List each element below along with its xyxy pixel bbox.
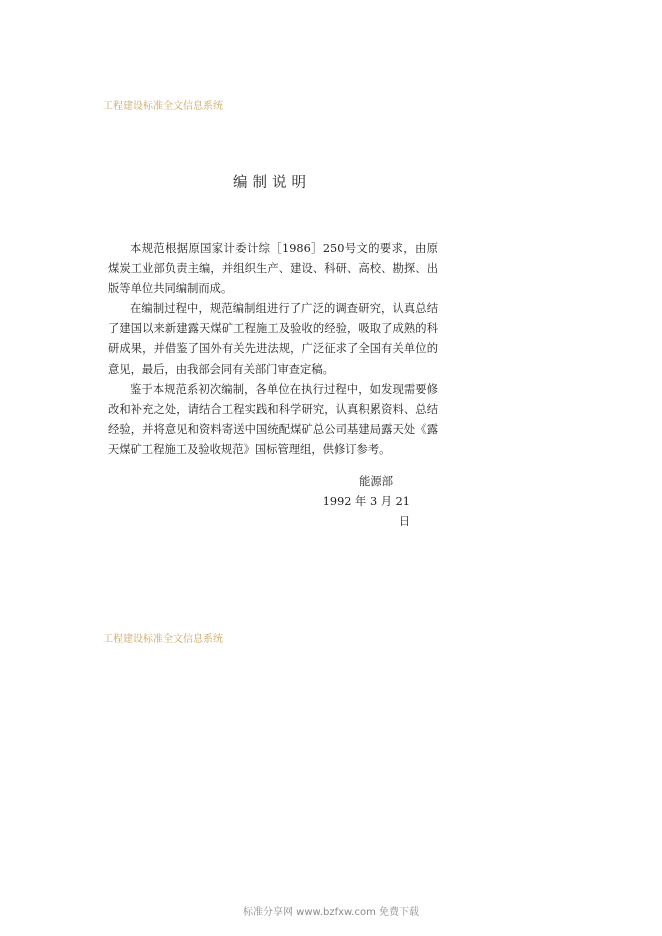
signature-date: 1992 年 3 月 21 日 <box>322 495 410 528</box>
signature-organization: 能源部 <box>359 475 393 488</box>
watermark-middle: 工程建设标准全文信息系统 <box>103 634 223 645</box>
signature-block <box>310 472 420 532</box>
paragraph-2: 在编制过程中，规范编制组进行了广泛的调查研究，认真总结了建国以来新建露天煤矿工程施工及验收的经验，吸取了成熟的科研成果，并借鉴了国外有关先进法规，广泛征求了全国有关单位的意见，最后，由我部会同有关部门审查定稿。 <box>108 302 438 376</box>
page-title: 编制说明 <box>233 175 311 191</box>
paragraph-3: 鉴于本规范系初次编制，各单位在执行过程中，如发现需要修改和补充之处，请结合工程实践和科学研究，认真积累资料、总结经验，并将意见和资料寄送中国统配煤矿总公司基建局露天处《露天煤矿工程施工及验收规范》国标管理组，供修订参考。 <box>108 382 438 456</box>
footer-download-link[interactable]: 标准分享网 www.bzfxw.com 免费下载 <box>243 907 419 918</box>
document-body <box>108 239 438 460</box>
paragraph-1: 本规范根据原国家计委计综［1986］250号文的要求，由原煤炭工业部负责主编，并组织生产、建设、科研、高校、勘探、出版等单位共同编制而成。 <box>108 242 438 296</box>
watermark-top: 工程建设标准全文信息系统 <box>103 101 223 112</box>
